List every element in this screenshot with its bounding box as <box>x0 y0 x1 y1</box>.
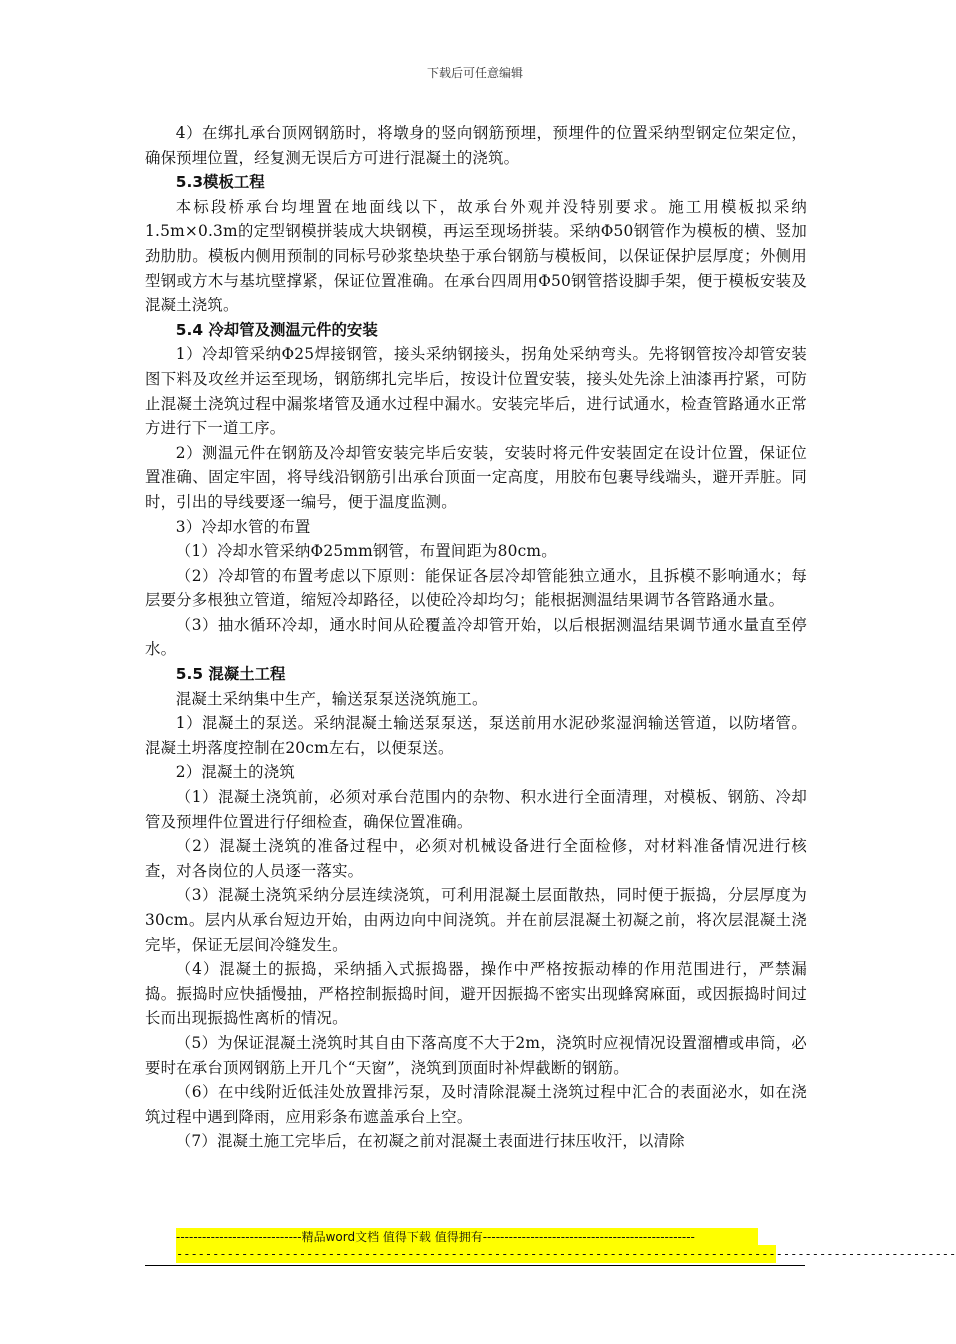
paragraph-16: （5）为保证混凝土浇筑时其自由下落高度不大于2m，浇筑时应视情况设置溜槽或串筒，必要时在承台顶网钢筋上开几个“天窗”，浇筑到顶面时补焊截断的钢筋。 <box>145 1033 807 1077</box>
paragraph-8: （3）抽水循环冷却，通水时间从砼覆盖冷却管开始，以后根据测温结果调节通水量直至停水。 <box>145 615 807 659</box>
paragraph-12: （1）混凝土浇筑前，必须对承台范围内的杂物、积水进行全面清理，对模板、钢筋、冷却管及预埋件位置进行仔细检查，确保位置准确。 <box>145 788 807 831</box>
paragraph-10: 1）混凝土的泵送。采纳混凝土输送泵泵送，泵送前用水泥砂浆湿润输送管道，以防堵管。混凝土坍落度控制在20cm左右，以便泵送。 <box>145 714 807 757</box>
section-heading-5-5: 5.5 混凝土工程 <box>175 665 286 684</box>
paragraph-3: 1）冷却管采纳Φ25焊接钢管，接头采纳钢接头，拐角处采纳弯头。先将钢管按冷却管安装图下料及攻丝并运至现场，钢筋绑扎完毕后，按设计位置安装，接头处先涂上油漆再拧紧，可防止混凝土浇筑过程中漏浆堵管及通水过程中漏水。安装完毕后，进行试通水，检查管路通水正常方进行下一道工序。 <box>145 345 807 438</box>
paragraph-5: 3）冷却水管的布置 <box>175 517 311 536</box>
section-heading-5-3: 5.3模板工程 <box>175 173 265 192</box>
paragraph-14: （3）混凝土浇筑采纳分层连续浇筑，可利用混凝土层面散热，同时便于振捣，分层厚度为30cm。层内从承台短边开始，由两边向中间浇筑。并在前层混凝土初凝之前，将次层混凝土浇完毕，保证无层间冷缝发生。 <box>145 886 807 954</box>
paragraph-17: （6）在中线附近低洼处放置排污泵，及时清除混凝土浇筑过程中汇合的表面泌水，如在浇筑过程中遇到降雨，应用彩条布遮盖承台上空。 <box>145 1083 807 1126</box>
paragraph-11: 2）混凝土的浇筑 <box>175 763 295 782</box>
footer-dashes: ------------------------------------------------------------------------------------------------------------ <box>176 1247 956 1261</box>
footer-banner: -----------------------------精品word文档 值得下载 值得拥有------------------------------------------------- <box>176 1228 758 1247</box>
paragraph-4: 2）测温元件在钢筋及冷却管安装完毕后安装，安装时将元件安装固定在设计位置，保证位置准确、固定牢固，将导线沿钢筋引出承台顶面一定高度，用胶布包裹导线端头，避开弄脏。同时，引出的导线要逐一编号，便于温度监测。 <box>145 443 807 511</box>
section-heading-5-4: 5.4 冷却管及测温元件的安装 <box>175 320 378 339</box>
page-header-note: 下载后可任意编辑 <box>426 66 523 80</box>
paragraph-15: （4）混凝土的振捣，采纳插入式振捣器，操作中严格按振动棒的作用范围进行，严禁漏捣。振捣时应快插慢抽，严格控制振捣时间，避开因振捣不密实出现蜂窝麻面，或因振捣时间过长而出现振捣性离析的情况。 <box>145 960 807 1028</box>
document-body <box>145 121 807 1154</box>
paragraph-7: （2）冷却管的布置考虑以下原则：能保证各层冷却管能独立通水，且拆模不影响通水；每层要分多根独立管道，缩短冷却路径，以使砼冷却均匀；能根据测温结果调节各管路通水量。 <box>145 566 807 610</box>
paragraph-18: （7）混凝土施工完毕后，在初凝之前对混凝土表面进行抹压收汗，以清除 <box>175 1132 685 1151</box>
paragraph-9: 混凝土采纳集中生产，输送泵泵送浇筑施工。 <box>175 689 488 708</box>
paragraph-6: （1）冷却水管采纳Φ25mm钢管，布置间距为80cm。 <box>175 542 557 561</box>
footer-divider <box>145 1265 805 1266</box>
paragraph-2: 本标段桥承台均埋置在地面线以下，故承台外观并没特别要求。施工用模板拟采纳1.5m×0.3m的定型钢模拼装成大块钢模，再运至现场拼装。采纳Φ50钢管作为模板的横、竖加劲肋肋。模板内侧用预制的同标号砂浆垫块垫于承台钢筋与模板间，以保证保护层厚度；外侧用型钢或方木与基坑壁撑紧，保证位置准确。在承台四周用Φ50钢管搭设脚手架，便于模板安装及混凝土浇筑。 <box>145 197 807 315</box>
paragraph-1: 4）在绑扎承台顶网钢筋时，将墩身的竖向钢筋预埋，预埋件的位置采纳型钢定位架定位，确保预埋位置，经复测无误后方可进行混凝土的浇筑。 <box>145 124 807 167</box>
paragraph-13: （2）混凝土浇筑的准备过程中，必须对机械设备进行全面检修，对材料准备情况进行核查，对各岗位的人员逐一落实。 <box>145 837 807 880</box>
